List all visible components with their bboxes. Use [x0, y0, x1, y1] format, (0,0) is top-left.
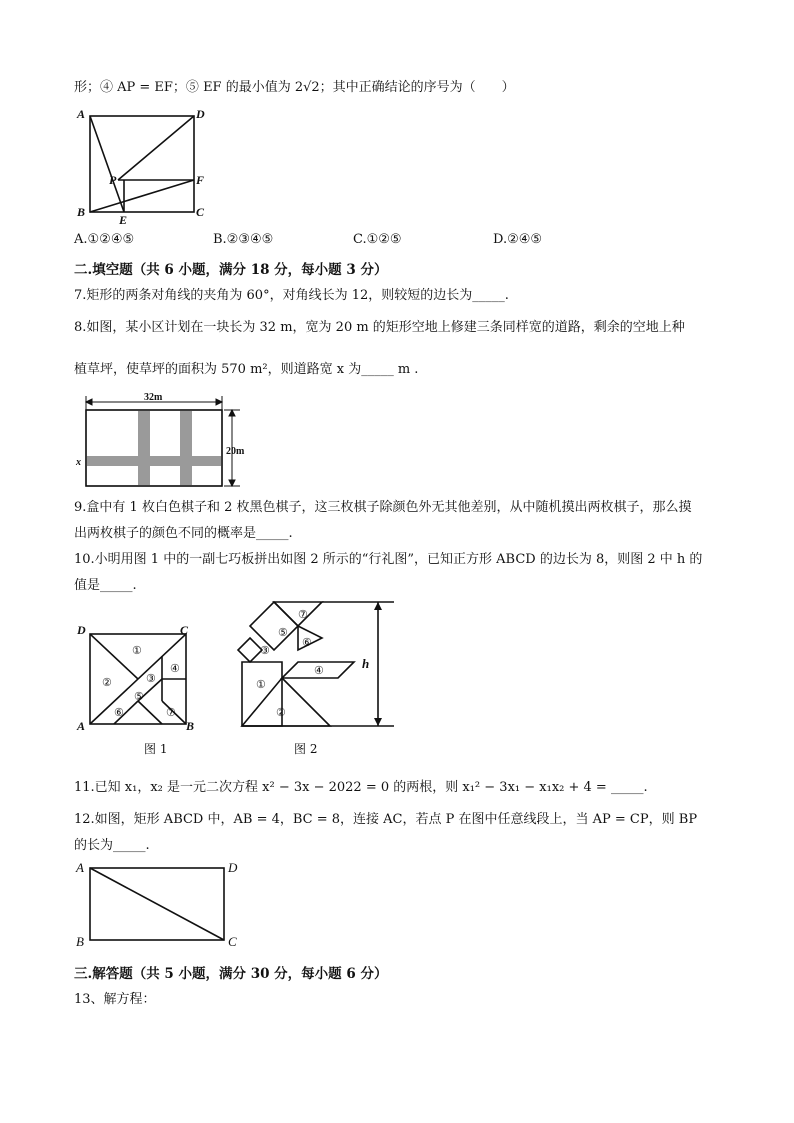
- q8-figure: [74, 390, 254, 490]
- q8-label-32m: 32m: [144, 392, 163, 403]
- q12-diagonal-AC: [90, 868, 224, 940]
- q6-line-AE: [90, 116, 124, 212]
- q6-label-P: P: [109, 173, 117, 187]
- q8-line1: 8.如图，某小区计划在一块长为 32 m，宽为 20 m 的矩形空地上修建三条同样宽的道路，剩余的空地上种: [74, 320, 685, 335]
- section3-heading: 三.解答题（共 5 小题，满分 30 分，每小题 6 分）: [74, 966, 388, 982]
- fig2-piece-7: ⑦: [298, 609, 308, 621]
- q12-label-A: A: [76, 860, 84, 875]
- q8-road-horizontal: [86, 456, 222, 466]
- q6-label-B: B: [77, 205, 86, 219]
- q12-label-D: D: [228, 860, 238, 875]
- q7-text: 7.矩形的两条对角线的夹角为 60°，对角线长为 12，则较短的边长为_____.: [74, 288, 509, 303]
- fig2-piece-1: ①: [256, 679, 266, 691]
- q6-option-a: A.①②④⑤: [74, 232, 135, 247]
- q11-text: 11.已知 x₁，x₂ 是一元二次方程 x² − 3x − 2022 = 0 的两根，则 x₁² − 3x₁ − x₁x₂ + 4 = _____.: [74, 780, 648, 795]
- q6-option-b: B.②③④⑤: [213, 232, 274, 247]
- q10-line2: 值是_____.: [74, 578, 137, 593]
- q9-line1: 9.盒中有 1 枚白色棋子和 2 枚黑色棋子，这三枚棋子除颜色外无其他差别，从中随机摸出两枚棋子，那么摸: [74, 500, 692, 515]
- q6-line-BF: [90, 180, 194, 212]
- fig1-label-A: A: [77, 719, 86, 733]
- q10-line1: 10.小明用图 1 中的一副七巧板拼出如图 2 所示的“行礼图”，已知正方形 ABCD 的边长为 8，则图 2 中 h 的: [74, 552, 703, 567]
- q12-label-C: C: [228, 934, 237, 949]
- q10-fig2-caption: 图 2: [294, 742, 318, 756]
- section2-heading: 二.填空题（共 6 小题，满分 18 分，每小题 3 分）: [74, 262, 388, 278]
- q10-fig1-caption: 图 1: [144, 742, 168, 756]
- q6-figure: [74, 106, 214, 226]
- q6-stem-tail: 形；④ AP = EF；⑤ EF 的最小值为 2√2；其中正确结论的序号为（ ）: [74, 80, 515, 95]
- q6-label-A: A: [77, 107, 86, 121]
- q12-line1: 12.如图，矩形 ABCD 中，AB = 4，BC = 8，连接 AC，若点 P 在图中任意线段上，当 AP = CP，则 BP: [74, 812, 698, 827]
- q6-square: [90, 116, 194, 212]
- q8-label-x: x: [76, 457, 81, 468]
- q8-road-vertical-1: [138, 410, 150, 486]
- q13-text: 13、解方程：: [74, 992, 156, 1007]
- fig1-label-D: D: [77, 623, 86, 637]
- q8-field: [86, 410, 222, 486]
- q8-label-20m: 20m: [226, 446, 245, 457]
- q10-figure2: [232, 592, 402, 734]
- fig2-piece-5: ⑤: [278, 627, 288, 639]
- q8-road-vertical-2: [180, 410, 192, 486]
- fig2-piece-2: ②: [276, 707, 286, 719]
- q6-label-F: F: [196, 173, 205, 187]
- q6-option-c: C.①②⑤: [353, 232, 402, 247]
- fig1-piece-7: ⑦: [166, 707, 176, 719]
- fig2-piece-6: ⑥: [302, 637, 312, 649]
- q8-line2: 植草坪，使草坪的面积为 570 m²，则道路宽 x 为_____ m .: [74, 362, 419, 377]
- q6-label-E: E: [119, 213, 128, 226]
- q12-figure: [74, 858, 244, 950]
- q6-line-PD: [118, 116, 194, 180]
- q12-label-B: B: [76, 934, 84, 949]
- fig2-piece-3: ③: [260, 645, 270, 657]
- fig2-piece-4: ④: [314, 665, 324, 677]
- fig1-label-B: B: [186, 719, 195, 733]
- fig2-label-h: h: [362, 656, 370, 671]
- fig1-piece-3: ③: [146, 673, 156, 685]
- q9-line2: 出两枚棋子的颜色不同的概率是_____.: [74, 526, 293, 541]
- fig1-piece-5: ⑤: [134, 691, 144, 703]
- q10-figure1: [74, 622, 204, 734]
- q12-line2: 的长为_____.: [74, 838, 150, 853]
- fig1-piece-6: ⑥: [114, 707, 124, 719]
- fig1-piece-1: ①: [132, 645, 142, 657]
- fig1-label-C: C: [180, 623, 189, 637]
- q6-option-d: D.②④⑤: [493, 232, 543, 247]
- fig1-piece-4: ④: [170, 663, 180, 675]
- fig1-piece-2: ②: [102, 677, 112, 689]
- q6-label-C: C: [196, 205, 205, 219]
- q6-label-D: D: [196, 107, 205, 121]
